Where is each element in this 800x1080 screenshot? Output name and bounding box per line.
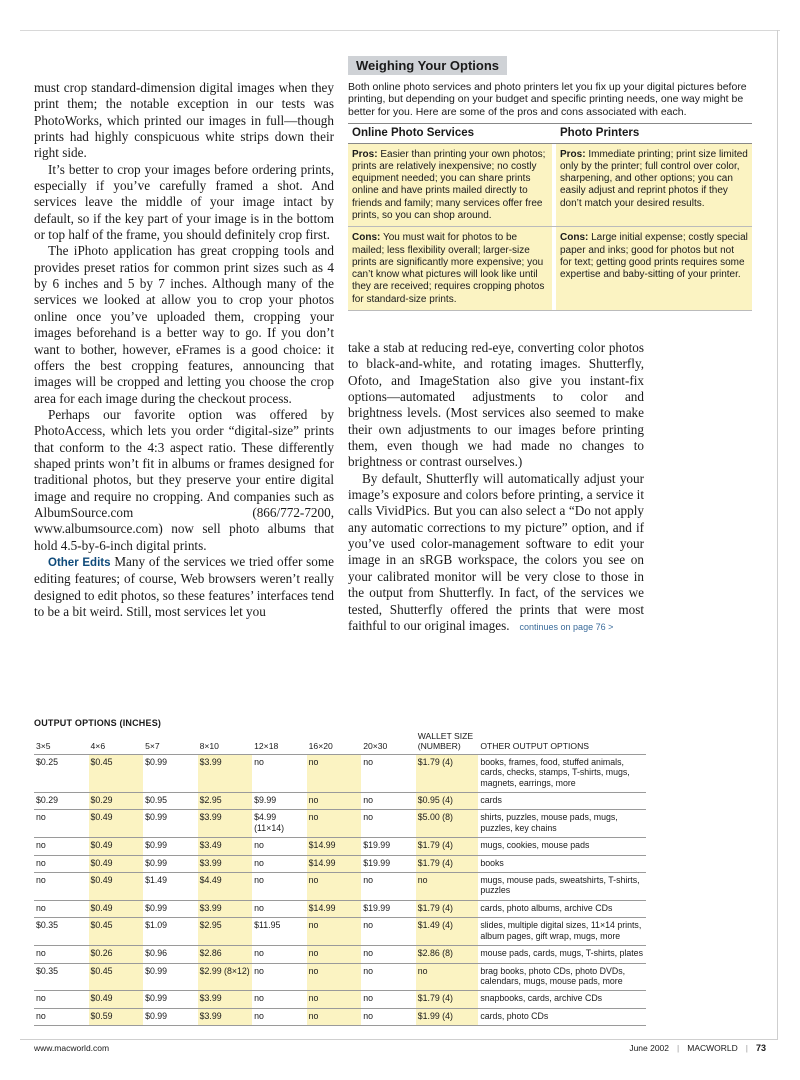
- table-cell: no: [252, 1008, 307, 1025]
- table-cell: $0.49: [89, 991, 144, 1008]
- table-cell: $0.29: [34, 793, 89, 810]
- table-cell: $0.35: [34, 963, 89, 991]
- table-cell: no: [34, 1008, 89, 1025]
- table-cell: $14.99: [307, 855, 362, 872]
- table-row: [34, 838, 646, 855]
- table-cell: $0.59: [89, 1008, 144, 1025]
- table-cell: $0.99: [143, 810, 198, 838]
- table-row: [34, 873, 646, 901]
- table-cell: no: [307, 873, 362, 901]
- footer-url[interactable]: www.macworld.com: [34, 1043, 110, 1053]
- output-options-table: [34, 731, 646, 1026]
- table-cell: books: [478, 855, 646, 872]
- table-cell: $2.95: [198, 793, 253, 810]
- table-cell: $3.99: [198, 754, 253, 792]
- table-cell: cards, photo albums, archive CDs: [478, 900, 646, 917]
- body-paragraph: take a stab at reducing red-eye, converting color photos to black-and-white, and rotating images. Shutterfly, Ofoto, and ImageStation also give you instant-fix options—automated adjustments to color and brightness levels. (Most services also seemed to make their own adjustments to our images before printing them, even though we had made no changes to brightness or contrast ourselves.): [348, 340, 644, 470]
- table-cell: no: [252, 991, 307, 1008]
- table-cell: $3.49: [198, 838, 253, 855]
- body-paragraph: Perhaps our favorite option was offered by PhotoAccess, which lets you order “digital-size” prints that conform to the 4:3 aspect ratio. These differently shaped prints won’t fit in albums or frames designed for traditional photos, but they preserve your entire digital image and require no cropping. And companies such as AlbumSource.com (866/772-7200, www.albumsource.com) now sell photo albums that hold 4.5-by-6-inch digital prints.: [34, 406, 334, 553]
- table-row: [34, 810, 646, 838]
- output-options-heading: OUTPUT OPTIONS (INCHES): [34, 718, 162, 728]
- cons-row: [348, 227, 752, 311]
- footer-date: June 2002: [629, 1043, 670, 1053]
- services-pros-cell: Pros: Easier than printing your own photos; prints are relatively inexpensive; no costly equipment needed; you can share prints online and have prints mailed directly to friends and family; many services offer free prints, so you can shop around.: [348, 143, 552, 227]
- table-cell: no: [34, 946, 89, 963]
- table-cell: cards: [478, 793, 646, 810]
- table-cell: $9.99: [252, 793, 307, 810]
- table-cell: no: [416, 873, 479, 901]
- output-header-row: [34, 731, 646, 754]
- table-cell: $1.79 (4): [416, 991, 479, 1008]
- table-cell: $0.49: [89, 838, 144, 855]
- table-cell: $19.99: [361, 855, 416, 872]
- table-cell: no: [252, 900, 307, 917]
- table-cell: no: [307, 1008, 362, 1025]
- table-cell: no: [307, 754, 362, 792]
- table-cell: $11.95: [252, 918, 307, 946]
- sidebar-weighing-options: [348, 56, 752, 311]
- top-rule: [20, 30, 780, 31]
- pros-cons-table: [348, 123, 752, 311]
- table-row: [34, 918, 646, 946]
- table-cell: no: [252, 963, 307, 991]
- table-cell: no: [361, 963, 416, 991]
- column-header: 3×5: [36, 741, 51, 752]
- table-cell: snapbooks, cards, archive CDs: [478, 991, 646, 1008]
- table-cell: $0.35: [34, 918, 89, 946]
- table-cell: $3.99: [198, 991, 253, 1008]
- footer-folio: June 2002 | MACWORLD | 73: [625, 1043, 770, 1053]
- table-cell: no: [34, 873, 89, 901]
- table-cell: $0.49: [89, 810, 144, 838]
- table-cell: no: [307, 810, 362, 838]
- table-cell: mouse pads, cards, mugs, T-shirts, plates: [478, 946, 646, 963]
- body-paragraph: By default, Shutterfly will automatically adjust your image’s exposure and colors before printing, a service it calls VividPics. But you can also select a “Do not apply any automatic corrections to my picture” option, and if you’ve used color-management software to edit your image in an sRGB workspace, the colors you see on your calibrated monitor will be very close to those in the output from Shutterfly. In fact, of the services we tested, Shutterfly offered the prints that were most faithful to our original images. continues on page 76 >: [348, 470, 644, 633]
- table-cell: no: [252, 855, 307, 872]
- table-cell: no: [361, 793, 416, 810]
- table-cell: books, frames, food, stuffed animals, cards, checks, stamps, T-shirts, mugs, magnets, earrings, more: [478, 754, 646, 792]
- table-cell: no: [361, 754, 416, 792]
- table-cell: $0.99: [143, 855, 198, 872]
- table-cell: no: [34, 838, 89, 855]
- table-cell: $0.99: [143, 1008, 198, 1025]
- table-row: [34, 963, 646, 991]
- table-cell: no: [307, 991, 362, 1008]
- table-cell: $0.99: [143, 991, 198, 1008]
- table-cell: $0.95 (4): [416, 793, 479, 810]
- page-number: 73: [755, 1043, 766, 1053]
- continues-link[interactable]: continues on page 76 >: [519, 621, 614, 632]
- table-cell: $0.99: [143, 838, 198, 855]
- table-cell: no: [34, 900, 89, 917]
- table-row: [34, 754, 646, 792]
- table-cell: no: [361, 810, 416, 838]
- table-cell: $1.79 (4): [416, 754, 479, 792]
- body-paragraph: must crop standard-dimension digital images when they print them; the notable exception in our tests was PhotoWorks, which printed our images in full—though prints had highly conspicuous white strips down their right side.: [34, 80, 334, 161]
- table-cell: no: [252, 838, 307, 855]
- table-row: [34, 855, 646, 872]
- table-cell: no: [34, 810, 89, 838]
- body-paragraph: It’s better to crop your images before ordering prints, especially if you’ve carefully framed a shot. And services leave the middle of your image intact by default, so if the key part of your image is in the bottom or top half of the frame, you should definitely crop first.: [34, 161, 334, 243]
- footer-rule: [20, 1039, 778, 1040]
- table-cell: $2.99 (8×12): [198, 963, 253, 991]
- table-cell: mugs, cookies, mouse pads: [478, 838, 646, 855]
- column-header: 12×18: [254, 741, 279, 752]
- table-cell: $19.99: [361, 838, 416, 855]
- table-cell: $2.86: [198, 946, 253, 963]
- article-right-column: [348, 340, 644, 635]
- table-cell: $0.45: [89, 754, 144, 792]
- output-options-section: [34, 718, 646, 1026]
- table-cell: $14.99: [307, 838, 362, 855]
- table-cell: $0.49: [89, 873, 144, 901]
- table-cell: $0.49: [89, 900, 144, 917]
- table-row: [34, 900, 646, 917]
- table-row: [34, 793, 646, 810]
- printers-pros-cell: Pros: Immediate printing; print size limited only by the printer; full control over color, sharpening, and other options; you can easily adjust and reprint photos if they don’t match your desired results.: [556, 143, 752, 227]
- table-row: [34, 991, 646, 1008]
- table-row: [34, 1008, 646, 1025]
- table-cell: no: [307, 963, 362, 991]
- table-cell: $1.49 (4): [416, 918, 479, 946]
- column-header: 20×30: [363, 741, 388, 752]
- table-cell: $0.26: [89, 946, 144, 963]
- table-cell: $1.09: [143, 918, 198, 946]
- services-cons-cell: Cons: You must wait for photos to be mailed; less flexibility overall; larger-size prints are significantly more expensive; you can’t know what pictures will look like until they are received; requires cropping photos for standard-size prints.: [348, 227, 552, 311]
- table-cell: $3.99: [198, 855, 253, 872]
- table-cell: $0.45: [89, 963, 144, 991]
- header-photo-printers: Photo Printers: [556, 124, 752, 143]
- column-header: OTHER OUTPUT OPTIONS: [480, 741, 590, 752]
- article-left-column: [34, 80, 334, 620]
- table-cell: no: [34, 855, 89, 872]
- table-cell: no: [307, 946, 362, 963]
- body-paragraph-other-edits: [34, 554, 334, 620]
- table-cell: no: [361, 873, 416, 901]
- column-header: 4×6: [90, 741, 106, 752]
- table-row: [34, 946, 646, 963]
- table-cell: brag books, photo CDs, photo DVDs, calendars, mugs, mouse pads, more: [478, 963, 646, 991]
- table-cell: $3.99: [198, 810, 253, 838]
- column-header: 5×7: [145, 741, 160, 752]
- pros-row: [348, 143, 752, 227]
- table-cell: $1.79 (4): [416, 855, 479, 872]
- table-cell: $0.99: [143, 900, 198, 917]
- table-cell: $0.29: [89, 793, 144, 810]
- table-cell: $4.99 (11×14): [252, 810, 307, 838]
- table-cell: $1.79 (4): [416, 838, 479, 855]
- table-cell: $0.96: [143, 946, 198, 963]
- table-cell: $2.95: [198, 918, 253, 946]
- table-cell: no: [252, 754, 307, 792]
- subhead-other-edits: Other Edits: [48, 556, 111, 569]
- table-cell: no: [361, 991, 416, 1008]
- table-cell: $3.99: [198, 1008, 253, 1025]
- table-cell: slides, multiple digital sizes, 11×14 prints, album pages, gift wrap, mugs, more: [478, 918, 646, 946]
- table-cell: shirts, puzzles, mouse pads, mugs, puzzles, key chains: [478, 810, 646, 838]
- table-cell: $0.99: [143, 754, 198, 792]
- table-cell: $2.86 (8): [416, 946, 479, 963]
- header-online-services: Online Photo Services: [348, 124, 552, 143]
- table-cell: cards, photo CDs: [478, 1008, 646, 1025]
- table-cell: $0.25: [34, 754, 89, 792]
- table-cell: no: [307, 918, 362, 946]
- column-header: WALLET SIZE (NUMBER): [417, 731, 474, 752]
- table-cell: no: [416, 963, 479, 991]
- table-cell: $14.99: [307, 900, 362, 917]
- table-cell: $5.00 (8): [416, 810, 479, 838]
- table-cell: $19.99: [361, 900, 416, 917]
- table-cell: $1.49: [143, 873, 198, 901]
- table-cell: $0.49: [89, 855, 144, 872]
- column-header: 8×10: [199, 741, 219, 752]
- table-cell: $0.99: [143, 963, 198, 991]
- table-cell: $1.99 (4): [416, 1008, 479, 1025]
- table-cell: $4.49: [198, 873, 253, 901]
- page-right-rule: [777, 30, 778, 1040]
- table-cell: no: [361, 1008, 416, 1025]
- table-cell: no: [361, 946, 416, 963]
- table-cell: no: [252, 873, 307, 901]
- table-cell: $3.99: [198, 900, 253, 917]
- body-paragraph: The iPhoto application has great cropping tools and provides preset ratios for common print sizes such as 4 by 6 inches and 5 by 7 inches. Although many of the services we looked at allow you to crop your photos online once you’ve uploaded them, cropping your images beforehand is a better way to go. If you don’t want to bother, however, eFrames is a good choice: it offers the best cropping features, announcing that images will be cropped and letting you choose the crop area for each image during the checkout process.: [34, 243, 334, 406]
- table-cell: $1.79 (4): [416, 900, 479, 917]
- footer-magazine: MACWORLD: [687, 1043, 738, 1053]
- table-cell: $0.45: [89, 918, 144, 946]
- table-cell: no: [361, 918, 416, 946]
- printers-cons-cell: Cons: Large initial expense; costly special paper and inks; good for photos but not for text; getting good prints requires some expertise and baby-sitting of your printer.: [556, 227, 752, 311]
- table-cell: $0.95: [143, 793, 198, 810]
- table-cell: no: [34, 991, 89, 1008]
- column-header: 16×20: [308, 741, 333, 752]
- other-edits-text: Many of the services we tried offer some editing features; of course, Web browsers weren’t really designed to edit photos, so these features’ interfaces tend to be a bit weird. Still, most services let you: [34, 553, 335, 619]
- sidebar-title: Weighing Your Options: [348, 56, 507, 75]
- table-cell: no: [252, 946, 307, 963]
- table-cell: mugs, mouse pads, sweatshirts, T-shirts, puzzles: [478, 873, 646, 901]
- table-cell: no: [307, 793, 362, 810]
- sidebar-intro: Both online photo services and photo printers let you fix up your digital pictures before printing, but depending on your budget and specific printing needs, one way might be better for you. Here are some of the pros and cons associated with each.: [348, 81, 747, 118]
